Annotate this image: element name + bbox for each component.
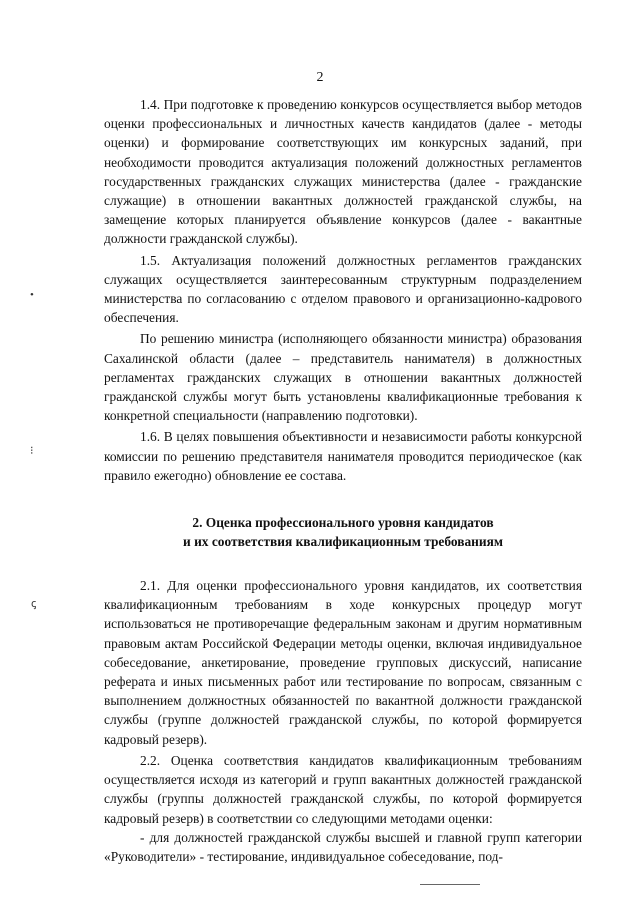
scan-mark: • <box>30 289 34 301</box>
scan-mark: ⁝ <box>30 445 34 457</box>
paragraph-minister-decision: По решению министра (исполняющего обязанности министра) образования Сахалинской области (далее – представитель нанимателя) в должностных регламентах гражданских служащих в отношении вакантных должностей гражданской службы могут быть установлены квалификационные требования к конкретной специальности (направлению подготовки). <box>104 331 582 424</box>
paragraph-2-1: 2.1. Для оценки профессионального уровня кандидатов, их соответствия квалификационным требованиям в ходе конкурсных процедур могут использоваться не противоречащие федеральным законам и другим нормативным правовым актам Российской Федерации методы оценки, включая индивидуальное собеседование, анкетирование, проведение групповых дискуссий, написание реферата и иных письменных работ или тестирование по вопросам, связанным с выполнением должностных обязанностей по вакантной должности гражданской службы (группе должностей гражданской службы, по которой формируется кадровый резерв). <box>104 578 582 747</box>
paragraph-1-5: 1.5. Актуализация положений должностных регламентов гражданских служащих осуществляется заинтересованным структурным подразделением министерства по согласованию с отделом правового и организационно-кадрового обеспечения. <box>104 252 582 326</box>
paragraph-1-4: 1.4. При подготовке к проведению конкурсов осуществляется выбор методов оценки профессиональных и личностных качеств кандидатов (далее - методы оценки) и формирование соответствующих им конкурсных заданий, при необходимости проводится актуализация положений должностных регламентов государственных гражданских служащих министерства (далее - гражданские служащие) в отношении вакантных должностей гражданской службы, на замещение которых планируется объявление конкурсов (далее - вакантные должности гражданской службы). <box>104 97 582 247</box>
footer-rule <box>420 884 480 885</box>
paragraph-list-item-1: - для должностей гражданской службы высшей и главной групп категории «Руководители» - тестирование, индивидуальное собеседование, под- <box>104 829 582 864</box>
document-body <box>104 95 582 866</box>
paragraph-1-6: 1.6. В целях повышения объективности и независимости работы конкурсной комиссии по решению представителя нанимателя проводится периодическое (как правило ежегодно) обновление ее состава. <box>104 429 582 483</box>
page-number: 2 <box>316 70 324 85</box>
section-heading-line-1: 2. Оценка профессионального уровня кандидатов <box>192 515 494 531</box>
section-2-heading <box>104 513 582 551</box>
scan-mark: ꞔ <box>31 598 37 610</box>
paragraph-2-2: 2.2. Оценка соответствия кандидатов квалификационным требованиям осуществляется исходя из категорий и групп вакантных должностей гражданской службы (группы должностей гражданской службы, по которой формируется кадровый резерв) в соответствии со следующими методами оценки: <box>104 752 582 826</box>
section-heading-line-2: и их соответствия квалификационным требованиям <box>183 534 503 550</box>
